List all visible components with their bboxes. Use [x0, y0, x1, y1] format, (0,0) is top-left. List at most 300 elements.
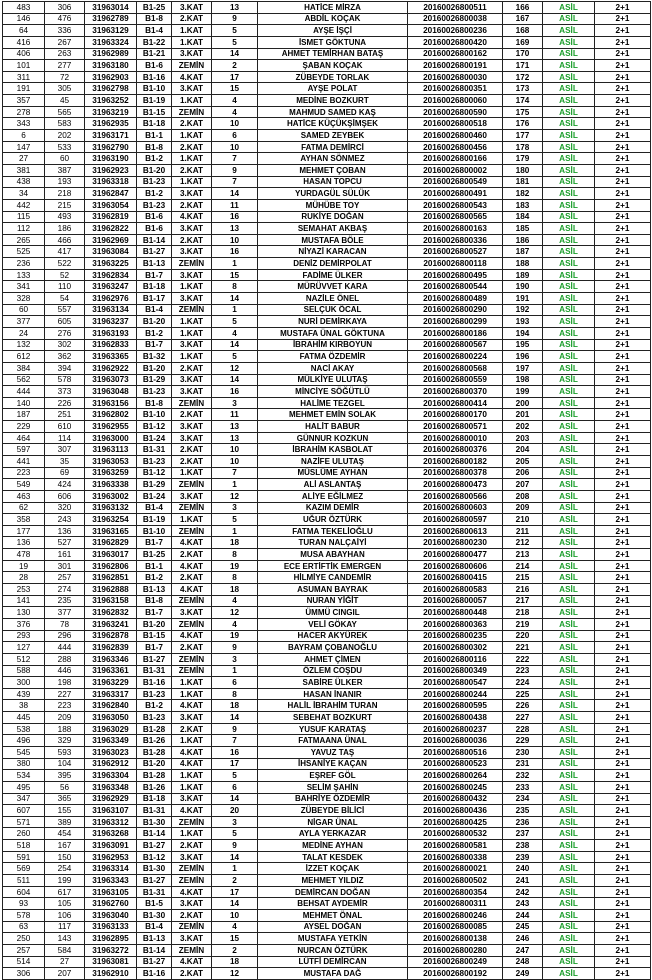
- apartment-no-cell: 3: [212, 816, 258, 828]
- application-no-cell: 31963304: [85, 770, 137, 782]
- application-no-cell: 31963247: [85, 281, 137, 293]
- apartment-no-cell: 10: [212, 234, 258, 246]
- application-no-cell: 31963237: [85, 316, 137, 328]
- sequence-cell: 184: [503, 211, 543, 223]
- floor-cell: 3.KAT: [172, 246, 212, 258]
- draw-order-cell: 254: [45, 863, 85, 875]
- sequence-cell: 186: [503, 234, 543, 246]
- record-no-cell: 20160026800543: [408, 199, 503, 211]
- room-type-cell: 2+1: [595, 164, 651, 176]
- row-number-cell: 300: [3, 677, 45, 689]
- owner-name-cell: ECE ERTİFTİK EMERGEN: [258, 560, 408, 572]
- owner-name-cell: ABDİL KOÇAK: [258, 13, 408, 25]
- draw-order-cell: 218: [45, 188, 85, 200]
- apartment-no-cell: 9: [212, 723, 258, 735]
- record-no-cell: 20160026800166: [408, 153, 503, 165]
- record-no-cell: 20160026800516: [408, 747, 503, 759]
- floor-cell: 2.KAT: [172, 455, 212, 467]
- record-no-cell: 20160026800245: [408, 781, 503, 793]
- application-no-cell: 31963229: [85, 677, 137, 689]
- table-row: [3, 688, 651, 700]
- owner-name-cell: NİYAZİ KARACAN: [258, 246, 408, 258]
- row-number-cell: 187: [3, 409, 45, 421]
- block-cell: B1-30: [137, 816, 172, 828]
- application-no-cell: 31963348: [85, 781, 137, 793]
- status-cell: ASİL: [543, 793, 595, 805]
- owner-name-cell: MAHMUD SAMED KAŞ: [258, 106, 408, 118]
- draw-order-cell: 78: [45, 618, 85, 630]
- sequence-cell: 236: [503, 816, 543, 828]
- block-cell: B1-6: [137, 211, 172, 223]
- owner-name-cell: TALAT KESDEK: [258, 851, 408, 863]
- table-row: [3, 607, 651, 619]
- row-number-cell: 112: [3, 223, 45, 235]
- status-cell: ASİL: [543, 444, 595, 456]
- block-cell: B1-27: [137, 246, 172, 258]
- owner-name-cell: İBRAHİM KIRBOYUN: [258, 339, 408, 351]
- block-cell: B1-32: [137, 351, 172, 363]
- floor-cell: 2.KAT: [172, 968, 212, 980]
- room-type-cell: 2+1: [595, 840, 651, 852]
- status-cell: ASİL: [543, 258, 595, 270]
- status-cell: ASİL: [543, 747, 595, 759]
- table-row: [3, 234, 651, 246]
- application-no-cell: 31962910: [85, 968, 137, 980]
- room-type-cell: 2+1: [595, 176, 651, 188]
- record-no-cell: 20160026800527: [408, 246, 503, 258]
- row-number-cell: 358: [3, 514, 45, 526]
- status-cell: ASİL: [543, 572, 595, 584]
- room-type-cell: 2+1: [595, 584, 651, 596]
- room-type-cell: 2+1: [595, 304, 651, 316]
- owner-name-cell: MUSTAFA BÖLE: [258, 234, 408, 246]
- floor-cell: ZEMİN: [172, 665, 212, 677]
- floor-cell: 3.KAT: [172, 188, 212, 200]
- room-type-cell: 2+1: [595, 409, 651, 421]
- apartment-no-cell: 5: [212, 828, 258, 840]
- apartment-no-cell: 7: [212, 176, 258, 188]
- draw-order-cell: 251: [45, 409, 85, 421]
- status-cell: ASİL: [543, 712, 595, 724]
- row-number-cell: 347: [3, 793, 45, 805]
- record-no-cell: 20160026800511: [408, 2, 503, 14]
- record-no-cell: 20160026800438: [408, 712, 503, 724]
- block-cell: B1-6: [137, 60, 172, 72]
- block-cell: B1-7: [137, 339, 172, 351]
- block-cell: B1-2: [137, 153, 172, 165]
- apartment-no-cell: 7: [212, 467, 258, 479]
- apartment-no-cell: 2: [212, 944, 258, 956]
- row-number-cell: 130: [3, 607, 45, 619]
- block-cell: B1-12: [137, 421, 172, 433]
- application-no-cell: 31962935: [85, 118, 137, 130]
- row-number-cell: 545: [3, 747, 45, 759]
- draw-order-cell: 305: [45, 83, 85, 95]
- sequence-cell: 199: [503, 386, 543, 398]
- apartment-no-cell: 6: [212, 781, 258, 793]
- owner-name-cell: AYSEL DOĞAN: [258, 921, 408, 933]
- table-row: [3, 211, 651, 223]
- sequence-cell: 232: [503, 770, 543, 782]
- floor-cell: 2.KAT: [172, 549, 212, 561]
- application-no-cell: 31962929: [85, 793, 137, 805]
- record-no-cell: 20160026800477: [408, 549, 503, 561]
- apartment-no-cell: 1: [212, 863, 258, 875]
- row-number-cell: 406: [3, 48, 45, 60]
- table-row: [3, 805, 651, 817]
- record-no-cell: 20160026800565: [408, 211, 503, 223]
- record-no-cell: 20160026800085: [408, 921, 503, 933]
- draw-order-cell: 522: [45, 258, 85, 270]
- table-row: [3, 921, 651, 933]
- floor-cell: 4.KAT: [172, 584, 212, 596]
- owner-name-cell: İSMET GÖKTUNA: [258, 36, 408, 48]
- draw-order-cell: 424: [45, 479, 85, 491]
- application-no-cell: 31963219: [85, 106, 137, 118]
- record-no-cell: 20160026800186: [408, 327, 503, 339]
- floor-cell: 2.KAT: [172, 141, 212, 153]
- draw-order-cell: 202: [45, 130, 85, 142]
- row-number-cell: 604: [3, 886, 45, 898]
- record-no-cell: 20160026800302: [408, 642, 503, 654]
- application-no-cell: 31962923: [85, 164, 137, 176]
- status-cell: ASİL: [543, 677, 595, 689]
- block-cell: B1-20: [137, 758, 172, 770]
- table-row: [3, 71, 651, 83]
- apartment-no-cell: 3: [212, 502, 258, 514]
- owner-name-cell: ZÜBEYDE TORLAK: [258, 71, 408, 83]
- table-row: [3, 525, 651, 537]
- floor-cell: 2.KAT: [172, 199, 212, 211]
- status-cell: ASİL: [543, 141, 595, 153]
- block-cell: B1-26: [137, 781, 172, 793]
- floor-cell: 2.KAT: [172, 362, 212, 374]
- row-number-cell: 257: [3, 944, 45, 956]
- floor-cell: 4.KAT: [172, 630, 212, 642]
- owner-name-cell: MUSA ABAYHAN: [258, 549, 408, 561]
- status-cell: ASİL: [543, 921, 595, 933]
- row-number-cell: 445: [3, 712, 45, 724]
- floor-cell: 4.KAT: [172, 537, 212, 549]
- sequence-cell: 215: [503, 572, 543, 584]
- floor-cell: ZEMİN: [172, 502, 212, 514]
- apartment-no-cell: 4: [212, 327, 258, 339]
- application-no-cell: 31963314: [85, 863, 137, 875]
- table-row: [3, 339, 651, 351]
- row-number-cell: 293: [3, 630, 45, 642]
- apartment-no-cell: 20: [212, 805, 258, 817]
- record-no-cell: 20160026800414: [408, 397, 503, 409]
- block-cell: B1-23: [137, 199, 172, 211]
- floor-cell: 3.KAT: [172, 933, 212, 945]
- draw-order-cell: 263: [45, 48, 85, 60]
- block-cell: B1-7: [137, 269, 172, 281]
- owner-name-cell: BEHSAT AYDEMİR: [258, 898, 408, 910]
- row-number-cell: 223: [3, 467, 45, 479]
- table-row: [3, 455, 651, 467]
- allocation-table: [2, 1, 651, 980]
- row-number-cell: 591: [3, 851, 45, 863]
- application-no-cell: 31963014: [85, 2, 137, 14]
- application-no-cell: 31963361: [85, 665, 137, 677]
- sequence-cell: 235: [503, 805, 543, 817]
- application-no-cell: 31962969: [85, 234, 137, 246]
- table-row: [3, 700, 651, 712]
- floor-cell: 4.KAT: [172, 211, 212, 223]
- table-row: [3, 25, 651, 37]
- floor-cell: ZEMİN: [172, 863, 212, 875]
- floor-cell: 1.KAT: [172, 514, 212, 526]
- row-number-cell: 569: [3, 863, 45, 875]
- status-cell: ASİL: [543, 944, 595, 956]
- application-no-cell: 31963318: [85, 176, 137, 188]
- sequence-cell: 226: [503, 700, 543, 712]
- sequence-cell: 247: [503, 944, 543, 956]
- owner-name-cell: NAZİLE ÖNEL: [258, 293, 408, 305]
- floor-cell: 2.KAT: [172, 444, 212, 456]
- owner-name-cell: YURDAGÜL SÜLÜK: [258, 188, 408, 200]
- block-cell: B1-23: [137, 176, 172, 188]
- apartment-no-cell: 5: [212, 514, 258, 526]
- owner-name-cell: YUSUF KARATAŞ: [258, 723, 408, 735]
- apartment-no-cell: 15: [212, 83, 258, 95]
- block-cell: B1-25: [137, 549, 172, 561]
- record-no-cell: 20160026800338: [408, 851, 503, 863]
- floor-cell: 3.KAT: [172, 793, 212, 805]
- table-row: [3, 130, 651, 142]
- owner-name-cell: MUSTAFA YETKİN: [258, 933, 408, 945]
- room-type-cell: 2+1: [595, 514, 651, 526]
- status-cell: ASİL: [543, 909, 595, 921]
- floor-cell: 1.KAT: [172, 351, 212, 363]
- draw-order-cell: 593: [45, 747, 85, 759]
- block-cell: B1-14: [137, 944, 172, 956]
- sequence-cell: 185: [503, 223, 543, 235]
- floor-cell: 1.KAT: [172, 781, 212, 793]
- block-cell: B1-27: [137, 875, 172, 887]
- block-cell: B1-12: [137, 851, 172, 863]
- draw-order-cell: 193: [45, 176, 85, 188]
- floor-cell: ZEMİN: [172, 618, 212, 630]
- block-cell: B1-14: [137, 234, 172, 246]
- record-no-cell: 20160026800590: [408, 106, 503, 118]
- room-type-cell: 2+1: [595, 502, 651, 514]
- owner-name-cell: HALİME TEZGEL: [258, 397, 408, 409]
- owner-name-cell: MİNCİYE SÖĞÜTLÜ: [258, 386, 408, 398]
- owner-name-cell: SABİRE ÜLKER: [258, 677, 408, 689]
- row-number-cell: 132: [3, 339, 45, 351]
- draw-order-cell: 395: [45, 770, 85, 782]
- sequence-cell: 192: [503, 304, 543, 316]
- draw-order-cell: 155: [45, 805, 85, 817]
- table-row: [3, 537, 651, 549]
- floor-cell: 3.KAT: [172, 386, 212, 398]
- floor-cell: 4.KAT: [172, 560, 212, 572]
- record-no-cell: 20160026800597: [408, 514, 503, 526]
- draw-order-cell: 454: [45, 828, 85, 840]
- row-number-cell: 607: [3, 805, 45, 817]
- apartment-no-cell: 1: [212, 258, 258, 270]
- application-no-cell: 31963272: [85, 944, 137, 956]
- block-cell: B1-16: [137, 677, 172, 689]
- record-no-cell: 20160026800170: [408, 409, 503, 421]
- apartment-no-cell: 1: [212, 525, 258, 537]
- record-no-cell: 20160026800244: [408, 688, 503, 700]
- owner-name-cell: HATİCE MİRZA: [258, 2, 408, 14]
- status-cell: ASİL: [543, 537, 595, 549]
- floor-cell: 2.KAT: [172, 234, 212, 246]
- record-no-cell: 20160026800518: [408, 118, 503, 130]
- sequence-cell: 241: [503, 875, 543, 887]
- sequence-cell: 218: [503, 607, 543, 619]
- floor-cell: 3.KAT: [172, 898, 212, 910]
- application-no-cell: 31962806: [85, 560, 137, 572]
- block-cell: B1-2: [137, 188, 172, 200]
- sequence-cell: 217: [503, 595, 543, 607]
- floor-cell: 4.KAT: [172, 71, 212, 83]
- floor-cell: 3.KAT: [172, 83, 212, 95]
- record-no-cell: 20160026800378: [408, 467, 503, 479]
- row-number-cell: 101: [3, 60, 45, 72]
- owner-name-cell: HALİT BABUR: [258, 421, 408, 433]
- room-type-cell: 2+1: [595, 816, 651, 828]
- sequence-cell: 221: [503, 642, 543, 654]
- record-no-cell: 20160026800230: [408, 537, 503, 549]
- row-number-cell: 562: [3, 374, 45, 386]
- record-no-cell: 20160026800236: [408, 25, 503, 37]
- sequence-cell: 196: [503, 351, 543, 363]
- room-type-cell: 2+1: [595, 234, 651, 246]
- table-row: [3, 840, 651, 852]
- room-type-cell: 2+1: [595, 25, 651, 37]
- apartment-no-cell: 15: [212, 933, 258, 945]
- draw-order-cell: 296: [45, 630, 85, 642]
- block-cell: B1-23: [137, 455, 172, 467]
- apartment-no-cell: 14: [212, 898, 258, 910]
- sequence-cell: 246: [503, 933, 543, 945]
- table-row: [3, 677, 651, 689]
- application-no-cell: 31963338: [85, 479, 137, 491]
- record-no-cell: 20160026800354: [408, 886, 503, 898]
- owner-name-cell: AYHAN SÖNMEZ: [258, 153, 408, 165]
- block-cell: B1-27: [137, 653, 172, 665]
- application-no-cell: 31963259: [85, 467, 137, 479]
- room-type-cell: 2+1: [595, 13, 651, 25]
- allocation-list-sheet: [2, 1, 650, 980]
- apartment-no-cell: 5: [212, 770, 258, 782]
- application-no-cell: 31963180: [85, 60, 137, 72]
- status-cell: ASİL: [543, 816, 595, 828]
- apartment-no-cell: 13: [212, 223, 258, 235]
- draw-order-cell: 161: [45, 549, 85, 561]
- sequence-cell: 174: [503, 95, 543, 107]
- room-type-cell: 2+1: [595, 153, 651, 165]
- record-no-cell: 20160026800010: [408, 432, 503, 444]
- block-cell: B1-2: [137, 700, 172, 712]
- draw-order-cell: 105: [45, 898, 85, 910]
- table-row: [3, 281, 651, 293]
- draw-order-cell: 288: [45, 653, 85, 665]
- row-number-cell: 141: [3, 595, 45, 607]
- status-cell: ASİL: [543, 781, 595, 793]
- apartment-no-cell: 11: [212, 409, 258, 421]
- block-cell: B1-20: [137, 316, 172, 328]
- record-no-cell: 20160026800191: [408, 60, 503, 72]
- draw-order-cell: 226: [45, 397, 85, 409]
- draw-order-cell: 69: [45, 467, 85, 479]
- block-cell: B1-4: [137, 502, 172, 514]
- row-number-cell: 597: [3, 444, 45, 456]
- status-cell: ASİL: [543, 223, 595, 235]
- room-type-cell: 2+1: [595, 572, 651, 584]
- room-type-cell: 2+1: [595, 735, 651, 747]
- room-type-cell: 2+1: [595, 653, 651, 665]
- apartment-no-cell: 17: [212, 758, 258, 770]
- room-type-cell: 2+1: [595, 921, 651, 933]
- owner-name-cell: FATMA TEKELİOĞLU: [258, 525, 408, 537]
- table-row: [3, 362, 651, 374]
- owner-name-cell: HATİCE KÜÇÜKŞİMŞEK: [258, 118, 408, 130]
- apartment-no-cell: 4: [212, 595, 258, 607]
- application-no-cell: 31963054: [85, 199, 137, 211]
- floor-cell: 2.KAT: [172, 723, 212, 735]
- row-number-cell: 27: [3, 153, 45, 165]
- sequence-cell: 191: [503, 293, 543, 305]
- floor-cell: 1.KAT: [172, 95, 212, 107]
- room-type-cell: 2+1: [595, 316, 651, 328]
- block-cell: B1-25: [137, 2, 172, 14]
- status-cell: ASİL: [543, 293, 595, 305]
- draw-order-cell: 387: [45, 164, 85, 176]
- draw-order-cell: 104: [45, 758, 85, 770]
- application-no-cell: 31963105: [85, 886, 137, 898]
- apartment-no-cell: 5: [212, 351, 258, 363]
- room-type-cell: 2+1: [595, 851, 651, 863]
- apartment-no-cell: 19: [212, 630, 258, 642]
- room-type-cell: 2+1: [595, 432, 651, 444]
- draw-order-cell: 114: [45, 432, 85, 444]
- row-number-cell: 463: [3, 490, 45, 502]
- row-number-cell: 511: [3, 875, 45, 887]
- table-row: [3, 60, 651, 72]
- row-number-cell: 62: [3, 502, 45, 514]
- status-cell: ASİL: [543, 199, 595, 211]
- sequence-cell: 222: [503, 653, 543, 665]
- record-no-cell: 20160026800036: [408, 735, 503, 747]
- record-no-cell: 20160026800376: [408, 444, 503, 456]
- floor-cell: 2.KAT: [172, 409, 212, 421]
- block-cell: B1-6: [137, 223, 172, 235]
- status-cell: ASİL: [543, 700, 595, 712]
- room-type-cell: 2+1: [595, 642, 651, 654]
- owner-name-cell: İBRAHİM KASBOLAT: [258, 444, 408, 456]
- block-cell: B1-28: [137, 723, 172, 735]
- apartment-no-cell: 16: [212, 747, 258, 759]
- apartment-no-cell: 18: [212, 700, 258, 712]
- floor-cell: 1.KAT: [172, 176, 212, 188]
- record-no-cell: 20160026800280: [408, 944, 503, 956]
- record-no-cell: 20160026800460: [408, 130, 503, 142]
- floor-cell: ZEMİN: [172, 653, 212, 665]
- table-row: [3, 909, 651, 921]
- sequence-cell: 234: [503, 793, 543, 805]
- row-number-cell: 612: [3, 351, 45, 363]
- draw-order-cell: 584: [45, 944, 85, 956]
- owner-name-cell: VELİ GÖKAY: [258, 618, 408, 630]
- apartment-no-cell: 14: [212, 339, 258, 351]
- application-no-cell: 31963158: [85, 595, 137, 607]
- sequence-cell: 195: [503, 339, 543, 351]
